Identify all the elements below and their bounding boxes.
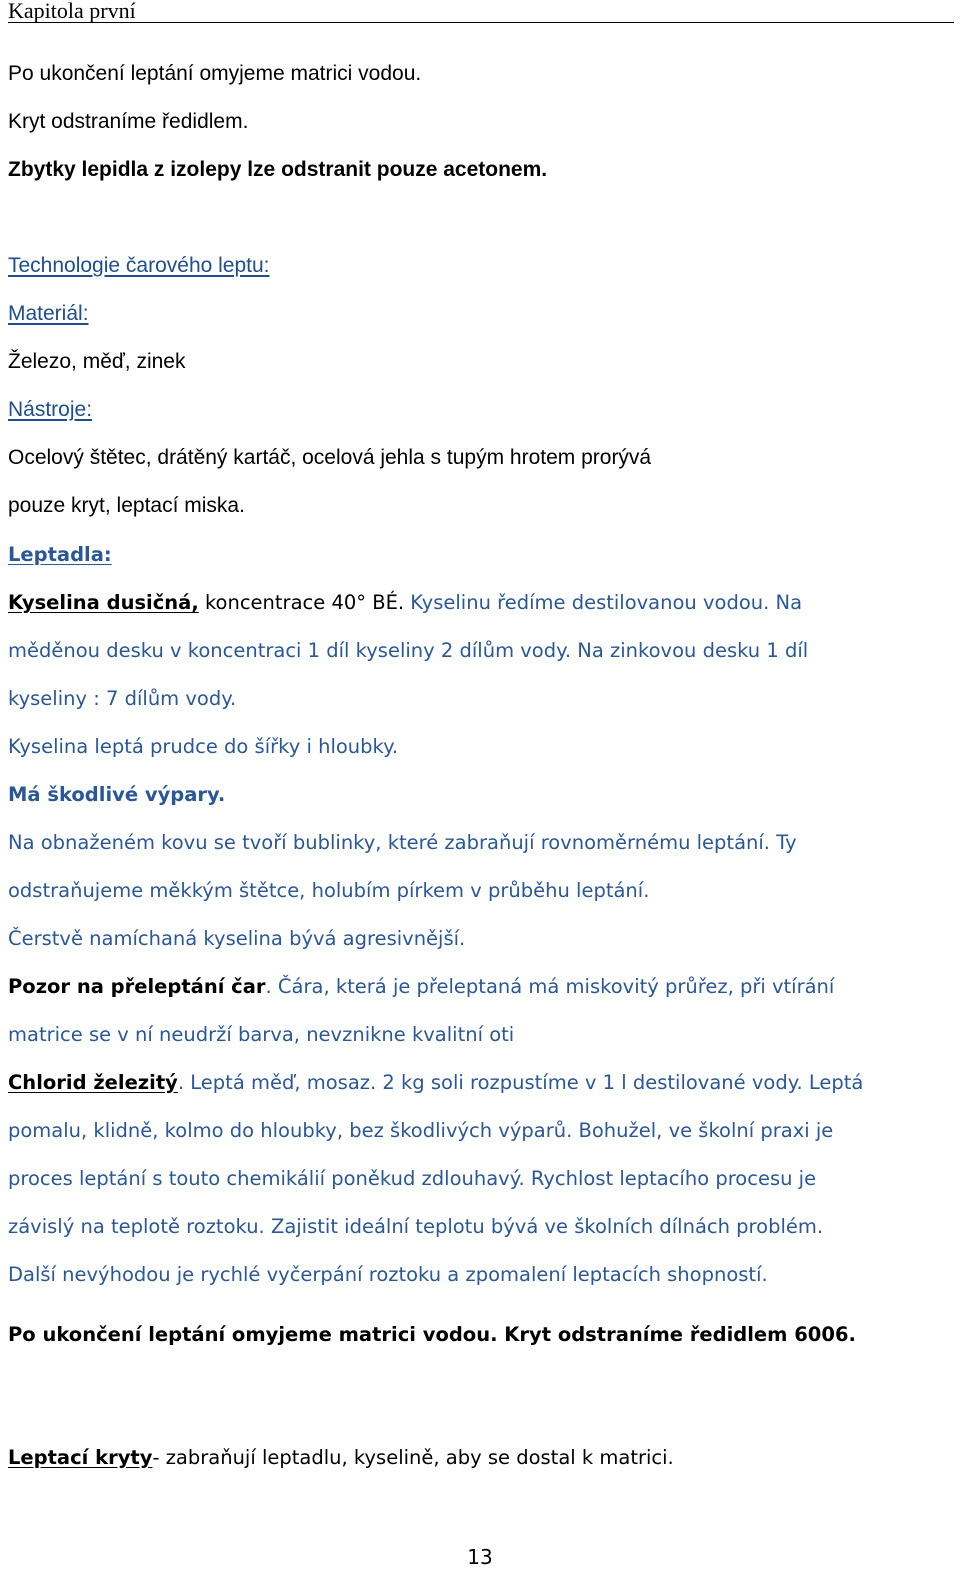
paragraph-line: Kryt odstraníme ředidlem. [8, 110, 249, 133]
paragraph-line: proces leptání s touto chemikálií poněkud zdlouhavý. Rychlost leptacího procesu je [8, 1167, 817, 1190]
paragraph-line: pouze kryt, leptací miska. [8, 494, 245, 517]
etching-covers-term: Leptací kryty [8, 1446, 153, 1469]
paragraph-line: Kyselina leptá prudce do šířky i hloubky. [8, 735, 399, 758]
subheading-tools [8, 398, 92, 422]
paragraph-line: kyseliny : 7 dílům vody. [8, 687, 237, 710]
text-run-blue: Na zinkovou desku 1 díl [571, 639, 809, 662]
paragraph-line [8, 1446, 674, 1469]
chapter-header: Kapitola první [8, 0, 954, 23]
paragraph-line-bold: Po ukončení leptání omyjeme matrici vodou. Kryt odstraníme ředidlem 6006. [8, 1323, 856, 1346]
paragraph-line: Po ukončení leptání omyjeme matrici vodou. [8, 62, 422, 85]
text-run-blue: Kyselinu ředíme destilovanou vodou. Na [404, 591, 803, 614]
paragraph-line [8, 591, 802, 614]
page-number: 13 [467, 1545, 493, 1569]
text-run-blue: . Čára, která je přeleptaná má miskovitý průřez, při vtírání [265, 975, 835, 998]
subheading-material [8, 302, 89, 326]
paragraph-line: Železo, měď, zinek [8, 350, 186, 373]
section-heading: Technologie čarového leptu: [8, 254, 270, 277]
paragraph-line-bold: Zbytky lepidla z izolepy lze odstranit pouze acetonem. [8, 158, 548, 181]
text-run-blue: . Leptá měď, mosaz. 2 kg soli rozpustíme v 1 l destilované vody. Leptá [177, 1071, 864, 1094]
paragraph-line: Další nevýhodou je rychlé vyčerpání roztoku a zpomalení leptacích shopností. [8, 1263, 768, 1286]
paragraph-line: odstraňujeme měkkým štětce, holubím pírkem v průběhu leptání. [8, 879, 650, 902]
paragraph-line: pomalu, klidně, kolmo do hloubky, bez škodlivých výparů. Bohužel, ve školní praxi je [8, 1119, 834, 1142]
subheading-etchants: Leptadla: [8, 543, 112, 566]
material-label: Materiál: [8, 302, 89, 325]
paragraph-line-bold: Má škodlivé výpary. [8, 783, 226, 806]
paragraph-line [8, 927, 465, 950]
paragraph-line: Na obnaženém kovu se tvoří bublinky, které zabraňují rovnoměrnému leptání. Ty [8, 831, 797, 854]
text-run: Čerstvě namíchaná kyselina bývá agresivnější. [8, 927, 466, 950]
paragraph-line: závislý na teplotě roztoku. Zajistit ideální teplotu bývá ve školních dílnách problém. [8, 1215, 824, 1238]
text-run: - zabraňují leptadlu, kyselině, aby se dostal k matrici. [152, 1446, 674, 1469]
paragraph-line [8, 1071, 863, 1094]
tools-label: Nástroje: [8, 398, 93, 421]
paragraph-line: Ocelový štětec, drátěný kartáč, ocelová jehla s tupým hrotem prorývá [8, 446, 652, 469]
nitric-acid-term: Kyselina dusičná, [8, 591, 199, 614]
paragraph-line: matrice se v ní neudrží barva, nevznikne kvalitní oti [8, 1023, 515, 1046]
text-run: koncentrace 40° BÉ. [198, 591, 405, 614]
text-run-blue: měděnou desku v koncentraci 1 díl kyseliny 2 dílům vody. [8, 639, 572, 662]
paragraph-line [8, 639, 808, 662]
warning-term: Pozor na přeleptání čar [8, 975, 266, 998]
paragraph-line [8, 975, 834, 998]
ferric-chloride-term: Chlorid železitý [8, 1071, 178, 1094]
